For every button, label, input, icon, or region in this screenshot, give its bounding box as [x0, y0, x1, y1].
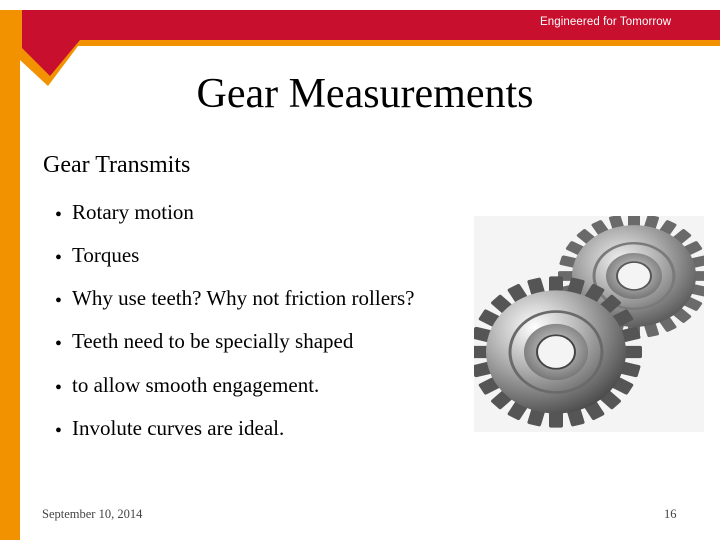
- section-heading: Gear Transmits: [43, 152, 191, 178]
- bullet-dot-icon: ●: [55, 294, 62, 306]
- gear-photo-icon: [474, 216, 704, 432]
- bullet-item: [52, 329, 353, 354]
- bullet-item: [52, 243, 139, 268]
- bullet-dot-icon: ●: [55, 381, 62, 393]
- bullet-text: Rotary motion: [72, 200, 194, 224]
- page-number: 16: [664, 507, 677, 521]
- bullet-text: Involute curves are ideal.: [72, 416, 285, 440]
- bullet-item: [52, 416, 284, 441]
- slide-title: Gear Measurements: [196, 71, 534, 117]
- bullet-dot-icon: ●: [55, 424, 62, 436]
- bullet-dot-icon: ●: [55, 251, 62, 263]
- footer-date: September 10, 2014: [42, 507, 143, 521]
- bullet-text: to allow smooth engagement.: [72, 373, 320, 397]
- header-tagline: Engineered for Tomorrow: [540, 16, 672, 28]
- bullet-dot-icon: ●: [55, 208, 62, 220]
- bullet-item: [52, 286, 415, 311]
- bullet-item: [52, 200, 194, 225]
- bullet-text: Why use teeth? Why not friction rollers?: [72, 286, 415, 310]
- bullet-dot-icon: ●: [55, 337, 62, 349]
- bullet-text: Teeth need to be specially shaped: [72, 329, 354, 353]
- bullet-item: [52, 373, 319, 398]
- bullet-text: Torques: [72, 243, 140, 267]
